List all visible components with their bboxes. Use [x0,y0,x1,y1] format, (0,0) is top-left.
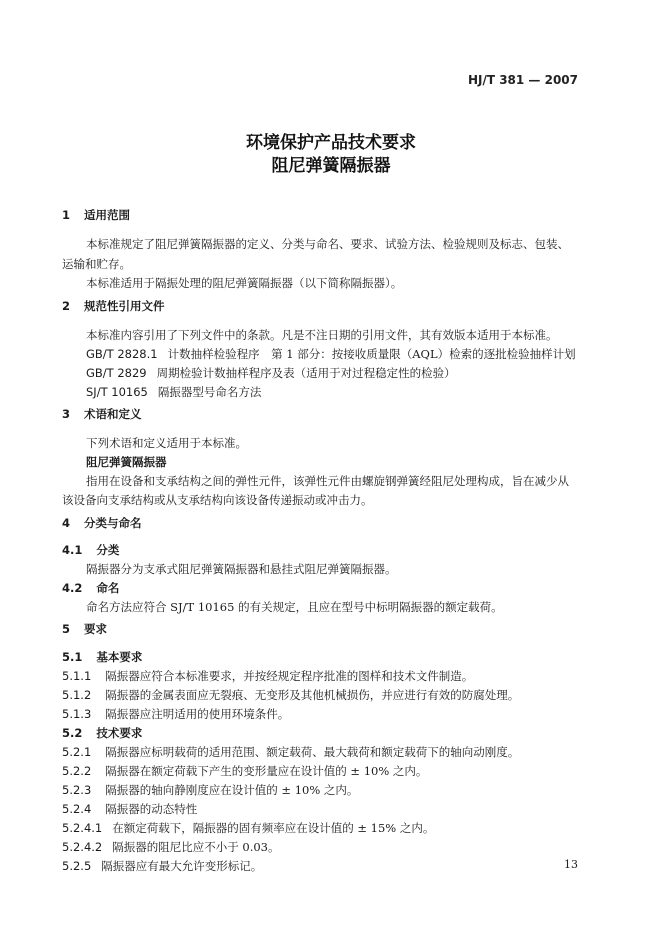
clause-number: 5.2.2 [62,764,92,778]
section-4-heading [62,515,142,531]
section-number: 3 [62,407,71,421]
reference-item [86,384,261,400]
subsection-title: 基本要求 [96,650,143,664]
clause-text: 隔振器的阻尼比应不小于 0.03。 [112,840,280,854]
subsection-title: 分类 [96,543,120,557]
clause-5-1-2 [62,687,519,703]
paragraph: 隔振器分为支承式阻尼弹簧隔振器和悬挂式阻尼弹簧隔振器。 [86,562,397,576]
clause-5-2-1 [62,744,519,760]
subsection-title: 技术要求 [96,726,143,740]
clause-5-2-4-1 [62,820,434,836]
paragraph: 本标准规定了阻尼弹簧隔振器的定义、分类与命名、要求、试验方法、检验规则及标志、包装、 [86,237,569,251]
section-number: 5 [62,622,71,636]
subsection-title: 命名 [96,581,120,595]
clause-number: 5.2.5 [62,859,92,873]
clause-number: 5.2.4 [62,802,92,816]
subsection-number: 5.1 [62,650,83,664]
clause-text: 隔振器应有最大允许变形标记。 [101,859,263,873]
section-2-heading [62,298,165,314]
clause-5-2-5 [62,858,262,874]
reference-code: GB/T 2829 [86,366,147,380]
clause-text: 在额定荷载下，隔振器的固有频率应在设计值的 ± 15% 之内。 [112,821,435,835]
section-title: 规范性引用文件 [84,299,165,313]
clause-text: 隔振器应注明适用的使用环境条件。 [105,707,290,721]
section-1-heading [62,207,130,223]
page-subtitle: 阻尼弹簧隔振器 [271,156,391,176]
paragraph: 该设备向支承结构或从支承结构向该设备传递振动或冲击力。 [62,493,373,507]
section-number: 2 [62,299,71,313]
clause-number: 5.2.4.1 [62,821,103,835]
clause-number: 5.1.2 [62,688,92,702]
page-title: 环境保护产品技术要求 [246,133,416,153]
section-3-heading [62,406,142,422]
section-title: 术语和定义 [84,407,142,421]
clause-text: 隔振器的轴向静刚度应在设计值的 ± 10% 之内。 [105,783,359,797]
reference-title: 计数抽样检验程序 第 1 部分：按接收质量限（AQL）检索的逐批检验抽样计划 [167,347,576,361]
subsection-number: 4.2 [62,581,83,595]
reference-code: GB/T 2828.1 [86,347,158,361]
clause-5-2-3 [62,782,358,798]
paragraph: 本标准适用于隔振处理的阻尼弹簧隔振器（以下简称隔振器）。 [86,276,403,290]
clause-number: 5.1.1 [62,669,92,683]
section-number: 4 [62,516,71,530]
section-number: 1 [62,208,71,222]
clause-number: 5.2.4.2 [62,840,103,854]
reference-item [86,346,576,362]
clause-5-2-2 [62,763,427,779]
clause-5-1-3 [62,706,289,722]
clause-text: 隔振器在额定荷载下产生的变形量应在设计值的 ± 10% 之内。 [105,764,428,778]
clause-5-1-1 [62,668,473,684]
clause-text: 隔振器应符合本标准要求，并按经规定程序批准的图样和技术文件制造。 [105,669,474,683]
standard-number: HJ/T 381 — 2007 [467,73,578,87]
paragraph: 命名方法应符合 SJ/T 10165 的有关规定，且应在型号中标明隔振器的额定载荷。 [86,600,503,614]
reference-code: SJ/T 10165 [86,385,148,399]
paragraph: 下列术语和定义适用于本标准。 [86,436,247,450]
section-title: 适用范围 [84,208,131,222]
subsection-number: 4.1 [62,543,83,557]
clause-number: 5.2.1 [62,745,92,759]
clause-text: 隔振器的动态特性 [105,802,198,816]
section-title: 要求 [84,622,108,636]
reference-title: 隔振器型号命名方法 [157,385,262,399]
term-heading: 阻尼弹簧隔振器 [86,455,167,469]
paragraph: 运输和贮存。 [62,257,131,271]
reference-title: 周期检验计数抽样程序及表（适用于对过程稳定性的检验） [156,366,456,380]
subsection-5-1-heading [62,649,142,665]
paragraph: 本标准内容引用了下列文件中的条款。凡是不注日期的引用文件，其有效版本适用于本标准。 [86,328,558,342]
section-title: 分类与命名 [84,516,142,530]
subsection-5-2-heading [62,725,142,741]
clause-5-2-4 [62,801,197,817]
reference-item [86,365,456,381]
subsection-4-2-heading [62,580,119,596]
page-number: 13 [564,858,578,871]
clause-5-2-4-2 [62,839,280,855]
subsection-number: 5.2 [62,726,83,740]
clause-number: 5.2.3 [62,783,92,797]
clause-text: 隔振器应标明载荷的适用范围、额定载荷、最大载荷和额定载荷下的轴向动刚度。 [105,745,520,759]
clause-number: 5.1.3 [62,707,92,721]
clause-text: 隔振器的金属表面应无裂痕、无变形及其他机械损伤，并应进行有效的防腐处理。 [105,688,520,702]
section-5-heading [62,621,107,637]
paragraph: 指用在设备和支承结构之间的弹性元件，该弹性元件由螺旋钢弹簧经阻尼处理构成，旨在减少从 [86,474,569,488]
subsection-4-1-heading [62,542,119,558]
